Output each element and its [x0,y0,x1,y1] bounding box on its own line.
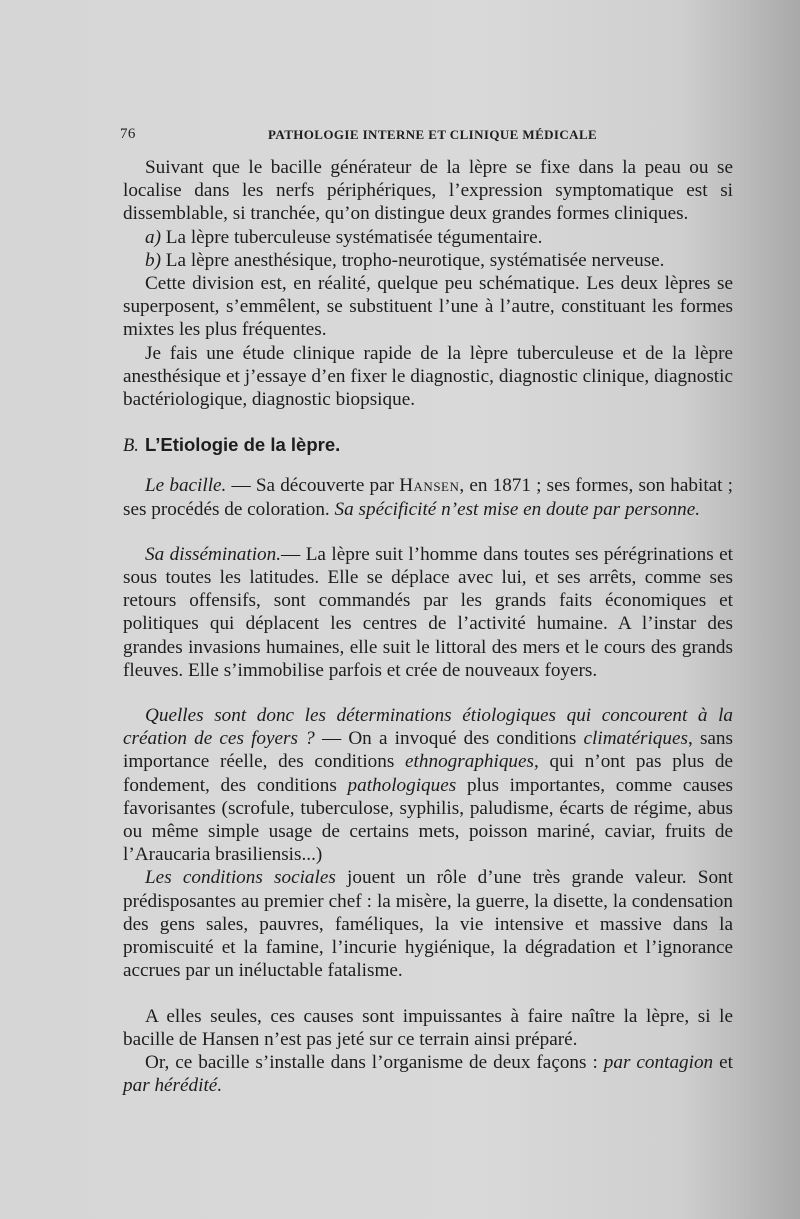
running-header [120,126,736,146]
dissemination-lead: Sa dissémination. [145,543,282,565]
paragraph-form-b [123,249,733,272]
section-heading [123,433,733,458]
page-number: 76 [120,126,136,142]
paragraph-bacille: Le bacille. — Sa découverte par Hansen, en 1871 ; ses formes, son habitat ; ses procédés de coloration. Sa spécificité n’est mise en doute par personne. [123,475,733,520]
form-a-text: La lèpre tuberculeuse systématisée tégumentaire. [165,226,543,248]
running-title: PATHOLOGIE INTERNE ET CLINIQUE MÉDICALE [268,127,598,142]
author-name: Hansen [399,475,460,497]
paragraph-determinations: Quelles sont donc les déterminations étiologiques qui concourent à la création de ces foyers ? — On a invoqué des conditions climatériques, sans importance réelle, des conditions ethnographiques, qui n’ont pas plus de fondement, des conditions pathologiques plus importantes, comme causes favorisantes (scrofule, tuberculose, syphilis, paludisme, écarts de régime, abus ou même simple usage de certains mets, poisson mariné, caviar, fruits de l’Araucaria brasiliensis...) [123,705,733,866]
paragraph-form-a [123,226,733,249]
paragraph-causes: A elles seules, ces causes sont impuissantes à faire naître la lèpre, si le bacille de Hansen n’est pas jeté sur ce terrain ainsi préparé. [123,1005,733,1050]
paragraph-study: Je fais une étude clinique rapide de la lèpre tuberculeuse et de la lèpre anesthésique et j’essaye d’en fixer le diagnostic, diagnostic clinique, diagnostic bactériologique, diagnostic biopsique. [123,342,733,411]
paragraph-division: Cette division est, en réalité, quelque peu schématique. Les deux lèpres se superposent, s’emmêlent, se substituent l’une à l’autre, constituant les formes mixtes les plus fréquentes. [123,273,733,341]
section-marker: B. [123,436,139,457]
paragraph-social-conditions: Les conditions sociales jouent un rôle d’une très grande valeur. Sont prédisposantes au premier chef : la misère, la guerre, la disette, la condensation des gens sales, pauvres, faméliques, la vie intensive et massive dans la promiscuité et la famine, l’incurie hygiénique, la dégradation et l’ignorance accrues par un inéluctable fatalisme. [123,867,733,982]
paragraph-transmission: Or, ce bacille s’installe dans l’organisme de deux façons : par contagion et par hérédité. [123,1051,733,1097]
bacille-lead: Le bacille. [145,475,227,497]
page-body [123,156,733,1097]
list-marker-a: a) [145,226,161,248]
paragraph-intro: Suivant que le bacille générateur de la lèpre se fixe dans la peau ou se localise dans les nerfs périphériques, l’expression symptomatique est si dissemblable, si tranchée, qu’on distingue deux grandes formes cliniques. [123,157,733,225]
paragraph-dissemination: Sa dissémination.— La lèpre suit l’homme dans toutes ses pérégrinations et sous toutes les latitudes. Elle se déplace avec lui, et ses arrêts, comme ses retours offensifs, sont commandés par les grands faits économiques et politiques qui déplacent les centres de l’activité humaine. A l’instar des grandes invasions humaines, elle suit le littoral des mers et le cours des grands fleuves. Elle s’immobilise parfois et crée de nouveaux foyers. [123,543,733,681]
section-title: L’Etiologie de la lèpre. [144,434,341,456]
form-b-text: La lèpre anesthésique, tropho-neurotique, systématisée nerveuse. [165,249,665,271]
list-marker-b: b) [145,249,161,271]
